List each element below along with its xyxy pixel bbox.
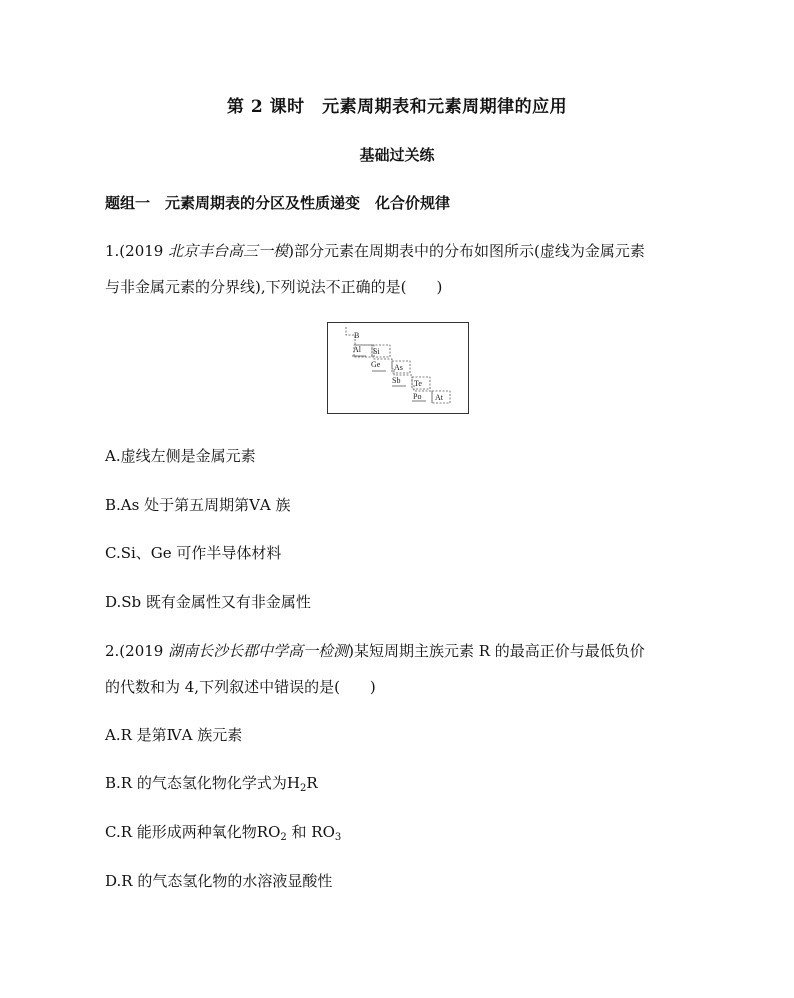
q2-option-c-text: C.R 能形成两种氧化物 <box>105 823 257 841</box>
q2-option-c <box>105 821 341 843</box>
element-Te: Te <box>414 379 422 388</box>
element-At: At <box>435 393 443 402</box>
section-heading: 题组一 元素周期表的分区及性质递变 化合价规律 <box>105 194 451 212</box>
element-Si: Si <box>373 347 380 356</box>
q2-option-c-formula1: RO <box>256 823 281 841</box>
element-Sb: Sb <box>392 376 401 385</box>
q2-option-a: A.R 是第ⅣA 族元素 <box>105 726 243 744</box>
q1-source: 北京丰台高三一模 <box>168 242 289 260</box>
q2-option-b-formula-r: R <box>306 774 318 792</box>
q2-option-b-formula-h: H <box>286 774 300 792</box>
page-subtitle: 基础过关练 <box>359 146 435 164</box>
q2-stem-line2: 的代数和为 4,下列叙述中错误的是( ) <box>105 678 376 696</box>
element-B: B <box>354 331 360 340</box>
q2-stem-line1 <box>105 640 645 661</box>
q2-option-c-formula2-sub: 3 <box>334 832 342 843</box>
q2-option-b-formula-sub: 2 <box>299 783 307 794</box>
q2-option-c-formula2: RO <box>311 823 335 841</box>
q2-option-d: D.R 的气态氢化物的水溶液显酸性 <box>105 872 333 890</box>
q2-source: 湖南长沙长郡中学高一检测 <box>168 642 349 660</box>
q2-prefix: 2.(2019 <box>105 642 169 660</box>
q1-option-b: B.As 处于第五周期第ⅤA 族 <box>105 496 291 514</box>
element-As: As <box>394 363 403 372</box>
q2-option-c-and: 和 <box>286 823 312 841</box>
element-Al: Al <box>353 345 361 354</box>
q1-stem-line2: 与非金属元素的分界线),下列说法不正确的是( ) <box>105 278 443 296</box>
q1-stem-line1 <box>105 240 645 261</box>
q1-stem-rest: )部分元素在周期表中的分布如图所示(虚线为金属元素 <box>288 242 645 260</box>
periodic-table-figure <box>327 322 469 414</box>
q1-prefix: 1.(2019 <box>105 242 169 260</box>
element-Po: Po <box>413 392 422 401</box>
q2-stem-rest: )某短周期主族元素 R 的最高正价与最低负价 <box>348 642 645 660</box>
page-title: 第 2 课时 元素周期表和元素周期律的应用 <box>226 97 568 117</box>
q1-option-a: A.虚线左侧是金属元素 <box>105 447 256 465</box>
q1-option-c: C.Si、Ge 可作半导体材料 <box>105 544 282 562</box>
q2-option-b-text: B.R 的气态氢化物化学式为 <box>105 774 287 792</box>
q2-option-b <box>105 772 318 794</box>
q1-option-d: D.Sb 既有金属性又有非金属性 <box>105 593 311 611</box>
element-Ge: Ge <box>371 360 381 369</box>
q2-option-c-formula1-sub: 2 <box>280 832 287 843</box>
